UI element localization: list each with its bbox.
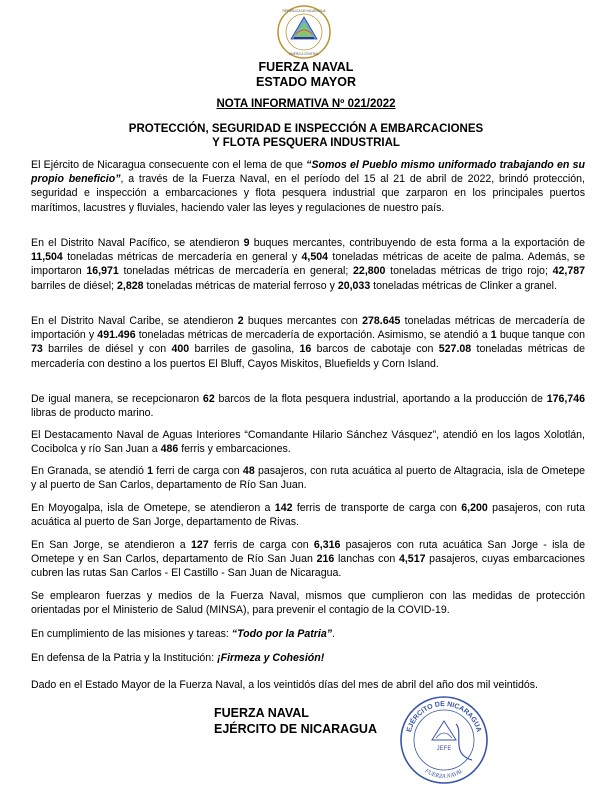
value: 6,200 [461,502,488,514]
value: 278.645 [362,315,401,327]
text: . [332,628,335,640]
text: toneladas métricas de aceite de palma. Además, se importaron [31,251,585,278]
national-seal-logo [276,4,332,60]
svg-text:EJÉRCITO DE NICARAGUA: EJÉRCITO DE NICARAGUA [405,700,483,734]
slogan-text: “Todo por la Patria” [231,628,333,640]
value: 176,746 [546,393,585,405]
text: pasajeros, con ruta acuática al puerto de San Jorge, departamento de Rivas. [31,502,585,529]
document-title-line-1: PROTECCIÓN, SEGURIDAD E INSPECCIÓN A EMBARCACIONES [128,123,484,135]
text: En Moyogalpa, isla de Ometepe, se atendieron a [31,502,275,514]
text: toneladas métricas de mercadería en general; [118,265,354,278]
text: En el Distrito Naval Caribe, se atendieron [31,315,238,327]
svg-text:AMÉRICA CENTRAL: AMÉRICA CENTRAL [288,52,320,56]
text: toneladas métricas de Clinker a granel. [370,279,557,292]
document-title-line-2: Y FLOTA PESQUERA INDUSTRIAL [212,137,400,149]
paragraph-aguas-interiores [31,428,585,456]
text: barriles de gasolina, [189,343,300,356]
text: barcos de la flota pesquera industrial, aportando a la producción de [214,393,547,405]
value: 486 [160,443,179,456]
official-stamp [398,694,490,786]
value: 2 [237,315,244,327]
text: buque tanque con [496,329,585,342]
value: 22,800 [353,265,386,278]
svg-text:JEFE: JEFE [436,746,452,752]
value: 16 [299,343,312,356]
text: En defensa de la Patria y la Institución: [31,652,218,664]
value: 127 [190,539,209,551]
org-line-2: ESTADO MAYOR [255,75,356,89]
text: En el Distrito Naval Pacífico, se atendieron [31,237,244,249]
paragraph-san-jorge [31,538,585,581]
text: En Granada, se atendió [31,465,148,477]
org-line-1: FUERZA NAVAL [258,60,354,74]
text: barriles de diésel y con [42,343,172,356]
text: pasajeros, con ruta acuática al puerto de Altagracia, isla de Ometepe y al puerto de San Carlos, departamento de Río San Juan. [31,465,585,492]
value: 400 [171,343,190,356]
motto-text: “Somos el Pueblo mismo uniformado trabajando en su propio beneficio” [31,159,585,186]
paragraph-caribe [31,314,585,371]
text: toneladas métricas de mercadería con destino a los puertos El Bluff, Cayos Miskitos, Bluefields y Corn Island. [31,343,585,370]
value: 42,787 [552,265,585,278]
text: ferris de transporte de carga con [292,502,462,514]
text: ferri de carga con [153,465,243,477]
text: buques mercantes, contribuyendo de esta forma a la exportación de [249,237,586,249]
text: De igual manera, se recepcionaron [31,393,203,405]
text: toneladas métricas de mercadería en general y [62,251,302,264]
value: 1 [490,329,497,342]
text: En San Jorge, se atendieron a [31,539,191,551]
paragraph-mission [31,627,585,641]
paragraph-intro [31,158,585,215]
value: 491.496 [97,329,136,342]
value: 2,828 [116,279,144,292]
value: 4,517 [398,553,426,566]
text: toneladas métricas de trigo rojo; [385,265,553,278]
text: toneladas métricas de mercadería de importación y [31,315,585,342]
paragraph-defense [31,651,585,665]
svg-text:FUERZA NAVAL: FUERZA NAVAL [423,768,465,781]
value: 62 [202,393,215,405]
value: 20,033 [337,279,371,292]
text: toneladas métricas de material ferroso y [143,279,338,292]
text: En cumplimiento de las misiones y tareas: [31,628,232,640]
paragraph-pesquera [31,392,585,420]
nota-number: NOTA INFORMATIVA Nº 021/2022 [216,98,396,110]
signature-line-2: EJÉRCITO DE NICARAGUA [214,722,377,736]
value: 11,504 [31,251,63,264]
value: 527.08 [438,343,472,356]
text: El Destacamento Naval de Aguas Interiores “Comandante Hilario Sánchez Vásquez”, atendió en los lagos Xolotlán, Cocibolca y río San Juan a [31,429,585,456]
text: libras de producto marino. [31,407,154,420]
paragraph-moyogalpa [31,501,585,529]
svg-text:REPÚBLICA DE NICARAGUA: REPÚBLICA DE NICARAGUA [282,9,326,13]
text: El Ejército de Nicaragua consecuente con el lema de que [31,159,307,171]
paragraph-dated: Dado en el Estado Mayor de la Fuerza Naval, a los veintidós días del mes de abril del año dos mil veintidós. [31,679,539,691]
value: 6,316 [313,539,341,551]
value: 142 [274,502,293,514]
value: 48 [242,465,255,477]
text: ferris de carga con [208,539,314,551]
text: buques mercantes con [243,315,363,327]
text: ferris y embarcaciones. [178,443,291,456]
value: 1 [147,465,154,477]
slogan-text: ¡Firmeza y Cohesión! [217,652,325,664]
value: 4,504 [301,251,329,264]
paragraph-covid-measures: Se emplearon fuerzas y medios de la Fuerza Naval, mismos que cumplieron con las medidas de protección orientadas por el Ministerio de Salud (MINSA), para prevenir el contagio de la COVID-19. [31,590,585,617]
value: 216 [316,553,335,566]
paragraph-pacifico [31,236,585,293]
text: lanchas con [334,553,399,566]
text: , a través de la Fuerza Naval, en el período del 15 al 21 de abril de 2022, brindó protección, seguridad e inspección a embarcaciones y flota pesquera industrial que zarparon en los principales puertos marítimos, lacustres y fluviales, haciendo valer las leyes y regulaciones de nuestro país. [31,173,585,214]
text: pasajeros, cuyas embarcaciones cubren las rutas San Carlos - El Castillo - San Juan de Nicaragua. [31,553,585,580]
value: 9 [243,237,250,249]
value: 16,971 [86,265,119,278]
text: toneladas métricas de mercadería de exportación. Asimismo, se atendió a [135,329,491,342]
paragraph-granada [31,464,585,492]
text: barriles de diésel; [31,279,117,292]
value: 73 [31,343,43,356]
signature-line-1: FUERZA NAVAL [214,706,309,720]
text: barcos de cabotaje con [311,343,439,356]
text: pasajeros con ruta acuática San Jorge - isla de Ometepe y en San Carlos, departamento de Río San Juan [31,539,586,566]
